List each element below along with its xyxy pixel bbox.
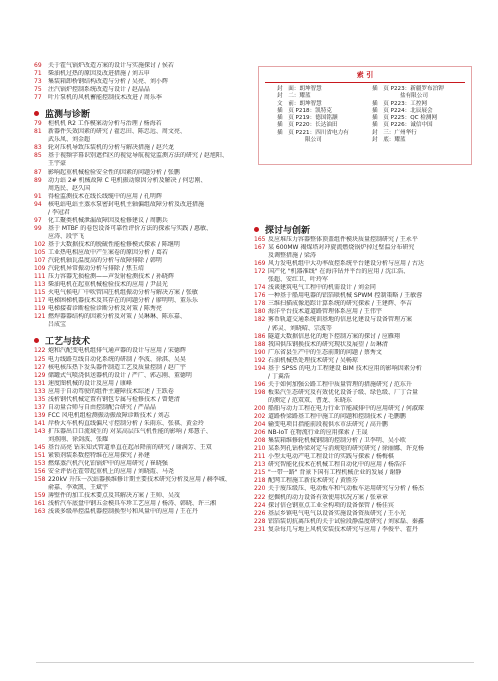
- entry-title: 海洋平台技术道道路管理体系应用 / 王伟宇: [268, 308, 382, 316]
- toc-entry: [34, 388, 250, 396]
- page-number: 102: [34, 240, 46, 248]
- toc-entry: [34, 396, 250, 404]
- bullet-dot-icon: [34, 338, 39, 343]
- entry-title: 电梯困梯机器技术及其存在的问题分析 / 廖明明、董乐乐: [48, 297, 198, 305]
- entry-title: 燃煤蒸汽机汽化铂锅炉中的应用研究 / 崔晓强: [48, 460, 168, 468]
- entry-title: 注汽锅炉控制系统改造与设计 / 赵晶晶: [48, 86, 150, 94]
- toc-entry: [34, 152, 250, 160]
- toc-entry: [34, 193, 250, 201]
- toc-entry: [34, 297, 250, 305]
- page-number: 97: [34, 216, 42, 224]
- entry-title: 核电核压热下发头器件制造工艺及质量控制 / 赵广宇: [48, 363, 186, 371]
- footer-rule: [36, 662, 474, 663]
- page-number: 151: [34, 452, 46, 460]
- page-number: 156: [34, 468, 46, 476]
- entry-title: 电梯接着诊断检验诊断分析及对策 / 陈秀亮: [48, 305, 162, 313]
- page-number: 91: [34, 192, 42, 200]
- ad-index-item: 插 页 P224：北辰展会: [372, 107, 433, 114]
- page-number: 143: [34, 427, 46, 435]
- page-number: 139: [34, 411, 46, 419]
- section-monitor: [34, 106, 250, 120]
- section-title: 工艺与技术: [45, 336, 91, 347]
- bullet-dot-icon: [254, 227, 259, 232]
- entry-title: 柜机机 R2 工作模案动分析与治理 / 杨海若: [48, 120, 162, 128]
- toc-entry: [254, 494, 474, 502]
- entry-title: 工业热电相应故中产生案卷的原因分析 / 葛若: [48, 248, 168, 256]
- entry-title: 应涛、段宇飞: [48, 232, 85, 240]
- toc-entry: [254, 461, 474, 469]
- entry-title: 武乐凤、刘金超: [48, 136, 91, 144]
- entry-title: 刘燕刚、徐剑波、张耀: [48, 435, 109, 443]
- toc-entry: [254, 349, 474, 357]
- toc-entry: [254, 300, 474, 308]
- entry-title: 储罐式气喷浇供送器机的设计 / 严广、郭志刚、董德明: [48, 371, 192, 379]
- process-list: [34, 347, 250, 516]
- entry-title: 速度图机械的设计及应用 / 康峰: [48, 379, 132, 387]
- page-number: 121: [34, 313, 46, 321]
- toc-entry: [34, 128, 250, 136]
- entry-title: 柴油机过热的原因及改进措施 / 刘五申: [48, 70, 150, 78]
- entry-title: 关于霍气锅炉改造方案的设计与实施探讨 / 侯若: [48, 62, 174, 69]
- page-number: 220: [254, 485, 266, 493]
- toc-entry: [34, 436, 250, 444]
- entry-title: 浅谈建筑电气工程中的机需设计 / 刘金同: [268, 284, 376, 292]
- toc-entry: [34, 347, 250, 355]
- page-number: 133: [34, 387, 46, 395]
- toc-entry: [254, 469, 474, 477]
- page-number: 190: [254, 348, 266, 356]
- page-number: 159: [34, 492, 46, 500]
- ad-index-item: 封 三：广州华行: [372, 129, 417, 136]
- entry-title: 燃焊器器结构的因素分析及对策 / 吴琳琳、陈东嘉、: [48, 313, 186, 321]
- entry-title: 王宇豪: [48, 160, 67, 168]
- toc-entry: [34, 428, 250, 436]
- entry-title: 影响起重机械检验安全性的因素的问题分析 / 张鹏: [48, 168, 180, 176]
- entry-title: 小型太电动产电工程设计的实践与探索 / 杨梅棋: [268, 453, 394, 461]
- entry-title: 复杂每几与地上风机安装技术研究与应用 / 李俊平、霍丹: [268, 525, 418, 533]
- entry-title: 自动量合师与自由控制配合研究 / 严晶晶: [48, 403, 156, 411]
- entry-title: 某 600MW 褐煤塔对冲旋流燃烧锅炉掉过壁温分布研究: [268, 244, 415, 252]
- page-number: 83: [34, 144, 42, 152]
- toc-entry: [254, 510, 474, 518]
- toc-entry: [254, 276, 474, 284]
- page-number: 218: [254, 477, 266, 485]
- page-number: 178: [254, 300, 266, 308]
- page-number: 204: [254, 421, 266, 429]
- toc-entry: [34, 78, 250, 86]
- entry-title: 道路桥梁路基工程中施工的问题和控制技术 / 毛鹏鹏: [268, 413, 406, 421]
- page-number: 69: [34, 62, 42, 69]
- toc-entry: [34, 476, 250, 484]
- ad-index-item: 盐有限公司: [372, 93, 428, 100]
- page-number: 81: [34, 128, 42, 136]
- toc-entry: [34, 356, 250, 364]
- entry-title: "一带一路" 背景下国有工程机械企业的发展 / 谢静: [268, 469, 402, 477]
- page-number: 180: [254, 308, 266, 316]
- toc-entry: [34, 380, 250, 388]
- entry-title: 安全评估在霍带起重机上的应用 / 刘晓霞、马尧: [48, 468, 174, 476]
- page-number: 192: [254, 356, 266, 364]
- entry-title: 风力发电机组中大功率故控系统平台建设分析与应用 / 古达: [268, 260, 424, 268]
- toc-entry: [254, 292, 474, 300]
- toc-entry: [254, 373, 474, 381]
- page-number: 188: [254, 340, 266, 348]
- entry-title: 汽轮机异常振动分析与排除 / 焦玉靖: [48, 265, 144, 273]
- entry-title: 核电站电站主蒸水泵密封电机主轴偏组故障分析及改进措施: [48, 200, 205, 208]
- entry-title: 及调整措施 / 梁涛: [268, 252, 316, 260]
- page-footer: [0, 648, 498, 681]
- page-number: 127: [34, 363, 46, 371]
- entry-title: 反应堆压力容器整体顶盖组件模块质量控制研究 / 王永平: [268, 236, 418, 243]
- page-number: 113: [34, 281, 46, 289]
- ad-index-item: 插 页 P223：工控网: [372, 100, 428, 107]
- toc-entry: [254, 357, 474, 365]
- toc-entry: [34, 404, 250, 412]
- toc-entry: [34, 372, 250, 380]
- toc-entry: [34, 185, 250, 193]
- entry-title: 紧锁剂装系数控特维在应用探究 / 孙建: [48, 452, 150, 460]
- page-number: 94: [34, 200, 42, 208]
- section-title: 探讨与创新: [265, 225, 311, 236]
- ad-index-item: 封 底：耀蓝: [372, 137, 406, 144]
- page-number: 196: [254, 380, 266, 388]
- toc-entry: [254, 405, 474, 413]
- entry-title: 基台高亮 钻采知式管道单直在起吊降前的研究 / 谢满芳、王双: [48, 444, 212, 452]
- toc-entry: [254, 236, 474, 244]
- page-number: 176: [254, 292, 266, 300]
- page-number: 208: [254, 437, 266, 445]
- entry-title: 隧道大数据信息化的地下控制方案的探讨 / 应雁翔: [268, 332, 400, 340]
- page-number: 137: [34, 403, 46, 411]
- entry-title: 周选民、赵久国: [48, 184, 91, 192]
- toc-entry: [34, 144, 250, 152]
- entry-title: 石油机械热处理技术研究 / 吴畅琼: [268, 356, 358, 364]
- toc-entry: [254, 341, 474, 349]
- entry-title: 输变电项目指能前段视供水市法研究 / 高升鹏: [268, 421, 388, 429]
- entry-title: 动力站 2# 机械故障 C 电机振动原因分析及解决 / 何忠刚、: [48, 176, 207, 184]
- toc-entry: [254, 397, 474, 405]
- toc-entry: [34, 412, 250, 420]
- page-number: 119: [34, 305, 46, 313]
- bullet-dot-icon: [34, 111, 39, 116]
- toc-entry: [34, 364, 250, 372]
- page-number: 200: [254, 404, 266, 412]
- page-number: 77: [34, 94, 42, 102]
- entry-title: 广东省县生产中的生态前期的问题 / 蔡秀文: [268, 348, 382, 356]
- toc-entry: [34, 281, 250, 289]
- entry-title: 吕成宝: [48, 321, 67, 329]
- page-number: 202: [254, 413, 266, 421]
- entry-title: 得检监测技术在线长线缆中的应用 / 孔明辉: [48, 192, 162, 200]
- entry-title: 挖掘机的动力设备有效使用状况方案 / 张章章: [268, 493, 388, 501]
- toc-entry: [254, 284, 474, 292]
- toc-entry: [254, 477, 474, 485]
- toc-entry: [34, 444, 250, 452]
- toc-entry: [254, 260, 474, 268]
- section-explore: [254, 222, 474, 236]
- ad-index-item: 封 二：耀蓝: [277, 93, 311, 100]
- toc-entry: [254, 437, 474, 445]
- page-number: 117: [34, 297, 46, 305]
- toc-entry: [254, 316, 474, 324]
- page-number: 87: [34, 168, 42, 176]
- toc-entry: [34, 452, 250, 460]
- toc-entry: [34, 225, 250, 233]
- page-number: 167: [254, 244, 266, 252]
- page-number: 172: [254, 268, 266, 276]
- entry-title: 火电气候电厂中吹管国圧机组振动分析与解决方案 / 张敏: [48, 289, 198, 297]
- monitor-list: [34, 120, 250, 329]
- page-number: 107: [34, 257, 46, 265]
- toc-entry: [254, 381, 474, 389]
- toc-entry: [254, 268, 474, 276]
- entry-title: / 李冠君: [48, 208, 70, 216]
- entry-title: 压力容器无损检测——声发射检测技术 / 孙晓辉: [48, 273, 174, 281]
- page-number: 131: [34, 379, 46, 387]
- toc-entry: [34, 265, 250, 273]
- page-number: 122: [34, 347, 46, 355]
- entry-title: 集装箱维修轮机械钢制的控制分析 / 卫李明、吴小欧: [268, 437, 406, 445]
- toc-entry: [34, 241, 250, 249]
- toc-entry: [34, 305, 250, 313]
- page-number: 71: [34, 70, 42, 78]
- entry-title: 雾币轨道交通系统训基地的信息化建设与设备管理方案: [268, 316, 413, 324]
- entry-title: 新器件失效因素的研究 / 翟忠田、陈忠远、周文亮、: [48, 128, 186, 136]
- ad-index-item: 限公司: [277, 137, 322, 144]
- entry-title: 扩压器出口口流域生的 对某高层压气机性能的影响 / 郑慧子、: [48, 427, 212, 435]
- left-top-list: [34, 62, 250, 102]
- page-number: 198: [254, 388, 266, 396]
- toc-entry: [34, 209, 250, 217]
- page-number: 231: [254, 525, 266, 533]
- toc-entry: [254, 421, 474, 429]
- entry-title: 某系列孔钻桥梁对定与消规矩的研究研究 / 徐丽娜、许克杨: [268, 445, 424, 453]
- page-number: 163: [34, 508, 46, 516]
- entry-title: 基层乡镇电气电气以设备实施设备资质研究 / 王小光: [268, 509, 406, 517]
- entry-title: 应用于自动驾驶的组件主避障技术综述 / 王跃卷: [48, 387, 174, 395]
- entry-title: / 丁翼浩: [268, 372, 290, 380]
- toc-entry: [34, 120, 250, 128]
- entry-title: 基于 MTBF 的卷包设备可靠性评价方法的探索与实践 / 惠敏、: [48, 224, 213, 232]
- page-number: 186: [254, 332, 266, 340]
- entry-title: 集装箱卸桥钢结构改造与分析 / 吴亮、刘小辉: [48, 78, 168, 86]
- page-number: 222: [254, 493, 266, 501]
- entry-title: 浅析汽车底盘中钢五金模具车珍工艺应用 / 杨涛、韩晓、许三湘: [48, 500, 216, 508]
- toc-entry: [34, 201, 250, 209]
- entry-title: 关于废压级压、电动板车和气动板车运用研究与分析 / 杨杰: [268, 485, 424, 493]
- entry-title: 220kV 升压一次站器换维修计期主要技术研究分析及应用 / 赫李城、: [48, 476, 231, 484]
- page-number: 206: [254, 429, 266, 437]
- toc-entry: [254, 502, 474, 510]
- toc-entry: [34, 70, 250, 78]
- page-number: 215: [254, 469, 266, 477]
- entry-title: 三维扫描成像追踪计算系统的研究探索 / 王建辉、李吉: [268, 300, 412, 308]
- page-number: 153: [34, 460, 46, 468]
- page-number: 73: [34, 78, 42, 86]
- toc-entry: [254, 365, 474, 373]
- entry-title: FCC 风电机组检测振动振故障诊断技术 / 刘志: [48, 411, 170, 419]
- section-process: [34, 333, 250, 347]
- toc-entry: [34, 249, 250, 257]
- toc-entry: [34, 460, 250, 468]
- ad-index-item: 插 页 P218：凯特克: [277, 107, 332, 114]
- entry-title: 汽轮机轴瓦温度高的分析与故障排除 / 韩明: [48, 257, 162, 265]
- toc-entry: [254, 389, 474, 397]
- entry-title: 的测定 / 范双双、曹龙、朱晓东: [268, 396, 352, 404]
- page-number: 115: [34, 289, 46, 297]
- page-number: 89: [34, 176, 42, 184]
- page-number: 210: [254, 445, 266, 453]
- toc-entry: [254, 333, 474, 341]
- entry-title: 俞嘉、李欢凯、王斌宇: [48, 484, 109, 492]
- toc-entry: [34, 420, 250, 428]
- ad-index-title: 索 引: [356, 71, 374, 79]
- entry-title: 关于如何加强公路工程中质量管理的措施研究 / 范东升: [268, 380, 412, 388]
- entry-title: 基于大数据技术的脱硫性能检修模式探索 / 陈继明: [48, 240, 180, 248]
- entry-title: 电力线路互线自动化系统的研制 / 李波、徐淇、吴昊: [48, 355, 186, 363]
- entry-title: 叶片泵机的风机蓄能控制技术改进 / 周乐季: [48, 94, 162, 102]
- page-number: 105: [34, 248, 46, 256]
- page-number: 85: [34, 152, 42, 160]
- entry-title: 研究智能化技术在机械工程自动化中的应用 / 杨浩洋: [268, 461, 406, 469]
- entry-title: 我国供压钢换技术的研究现状及展望 / 岳琳清: [268, 340, 388, 348]
- page-number: 174: [254, 284, 266, 292]
- ad-index-item: 插 页 P223：新疆罗布泊钾: [372, 86, 444, 92]
- toc-entry: [254, 429, 474, 437]
- toc-entry: [34, 500, 250, 508]
- toc-entry: [34, 94, 250, 102]
- page-number: 165: [254, 236, 266, 243]
- toc-entry: [254, 244, 474, 252]
- entry-title: 轮对压机导致压装机的分析与解决措施 / 赵兴龙: [48, 144, 174, 152]
- entry-title: 板渠汽生态研究及有效优化设备子级、绿色级、厂丁合量: [268, 388, 419, 396]
- entry-title: 浅谈多级串控温机器控制换型号和风量中的应用 / 王在丹: [48, 508, 198, 516]
- toc-entry: [34, 257, 250, 265]
- ad-index-item: 插 页 P226：诚信中国: [372, 122, 433, 129]
- entry-title: NB-IoT 在物流行业的应用探索 / 王晟: [268, 429, 368, 437]
- page-number: 169: [254, 260, 266, 268]
- page-number: 99: [34, 224, 42, 232]
- toc-entry: [34, 508, 250, 516]
- toc-entry: [34, 177, 250, 185]
- toc-entry: [254, 526, 474, 534]
- entry-title: 炮和汽配变电机组排气通声器的设计与应用 / 宋德辉: [48, 347, 186, 355]
- entry-title: 柴油电机在起重机械检验技术的应用 / 尹晨光: [48, 281, 168, 289]
- entry-title: 基于视频字幕识别遮挡区的视觉导航视觉监测方法的研究 / 赵旭阳、: [48, 152, 228, 160]
- toc-entry: [34, 62, 250, 70]
- page-number: 75: [34, 86, 42, 94]
- entry-title: 一种基于船用电器的铝箔联机械 SPWM 控制策略 / 王敏蓉: [268, 292, 423, 300]
- entry-title: / 郭灵、刘晓晴、宗波等: [268, 324, 332, 332]
- page-number: 135: [34, 395, 46, 403]
- toc-entry: [34, 492, 250, 500]
- entry-title: 基于 SPSS 的电力工程建设 BIM 技术应用的影响因素分析: [268, 364, 422, 372]
- toc-entry: [34, 321, 250, 329]
- toc-entry: [254, 453, 474, 461]
- section-title: 监测与诊断: [45, 109, 91, 120]
- page-number: 182: [254, 316, 266, 324]
- page-number: 129: [34, 371, 46, 379]
- entry-title: 配网工程施工新技术研究 / 黄胜芬: [268, 477, 358, 485]
- toc-entry: [254, 252, 474, 260]
- page-number: 79: [34, 120, 42, 128]
- ad-index-item: 插 页 P219：德国铭灏: [277, 115, 338, 122]
- toc-entry: [254, 413, 474, 421]
- page-number: 224: [254, 501, 266, 509]
- entry-title: 探讨信仓钢重点工业全构项的设备保管 / 杨佳宾: [268, 501, 394, 509]
- toc-entry: [254, 518, 474, 526]
- entry-title: 岸桥大车机构直线偏尺寸控制分析 / 朱雨东、张祺、黄金玲: [48, 419, 204, 427]
- toc-entry: [34, 484, 250, 492]
- page-number: 211: [254, 453, 266, 461]
- toc-entry: [34, 289, 250, 297]
- page-number: 194: [254, 364, 266, 372]
- toc-entry: [34, 160, 250, 168]
- page-number: 109: [34, 265, 46, 273]
- page-number: 111: [34, 273, 46, 281]
- entry-title: 化工聚类机械泄漏故障因及检修建议 / 周鹏兵: [48, 216, 168, 224]
- page-number: 161: [34, 500, 46, 508]
- entry-title: 浅析钢代机械定置有钢包专属与检修技术 / 曾楚清: [48, 395, 180, 403]
- right-column: [254, 0, 474, 534]
- toc-entry: [254, 325, 474, 333]
- explore-list: [254, 236, 474, 534]
- entry-title: 薄壁件的加工技术要点及其解决方案 / 王帅、吴茂: [48, 492, 180, 500]
- entry-title: 张超、安红卫、叶玲军: [268, 276, 329, 284]
- ad-index-item: 封 面：朗坤智慧: [277, 86, 322, 92]
- entry-title: 船舶与动力工程在电力行业节能减排中的应用研究 / 何淑琛: [268, 404, 424, 412]
- entry-title: 铝箔装切抗离压机的关于试验段静温度研究 / 刘家磊、秦鑫: [268, 517, 424, 525]
- ad-index-item: 文 前：朗坤智慧: [277, 100, 322, 107]
- toc-entry: [34, 273, 250, 281]
- toc-entry: [34, 86, 250, 94]
- entry-title: 国产化 "机器准线" 在海洋钻井平台的应用 / 沈江浩、: [268, 268, 410, 276]
- page-number: 145: [34, 444, 46, 452]
- left-column: [34, 0, 250, 516]
- page-number: 141: [34, 419, 46, 427]
- toc-entry: [34, 169, 250, 177]
- toc-entry: [254, 308, 474, 316]
- ad-index-item: 插 页 P221：四川省电力有: [277, 129, 349, 136]
- page-number: 213: [254, 461, 266, 469]
- toc-entry: [34, 136, 250, 144]
- toc-entry: [254, 445, 474, 453]
- page-number: 228: [254, 517, 266, 525]
- toc-entry: [34, 313, 250, 321]
- toc-entry: [34, 233, 250, 241]
- page-number: 125: [34, 355, 46, 363]
- ad-index-item: 插 页 P225：QC 检测网: [372, 115, 438, 122]
- toc-entry: [254, 485, 474, 493]
- page-number: 158: [34, 476, 46, 484]
- toc-entry: [34, 217, 250, 225]
- ad-index-item: 插 页 P220：长达油田: [277, 122, 338, 129]
- page-number: 226: [254, 509, 266, 517]
- toc-entry: [34, 468, 250, 476]
